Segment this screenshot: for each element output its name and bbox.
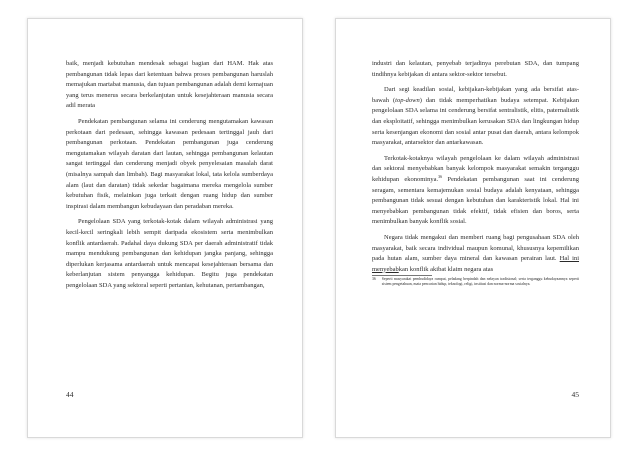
right-page-body	[372, 59, 579, 288]
footnote-reference: 36	[438, 173, 443, 179]
left-page-number: 44	[66, 390, 74, 399]
footnote	[372, 277, 579, 287]
footnote-divider	[372, 275, 432, 276]
left-page-body	[66, 59, 273, 291]
right-paragraph-1: industri dan kelautan, penyebab terjadinya perebutan SDA, dan tumpang tindihnya kebijakan di antara sektor-sektor tersebut.	[372, 60, 579, 78]
underlined-text: Hal ini menyebab	[372, 255, 580, 273]
right-paragraph-3-start: Terkotak-kotaknya wilayah pengelolaan ke dalam wilayah administrasi dan sektoral menyebabkan banyak kelompok masyarakat semakin terganggu kehidupan ekonominya.	[372, 154, 579, 183]
italic-term: top-down	[395, 96, 420, 104]
right-paragraph-4	[372, 233, 579, 275]
footnote-number: 36	[372, 277, 376, 282]
left-paragraph-2: Pendekatan pembangunan selama ini cenderung mengutamakan kawasan perkotaan dari pedesaan, sehingga kawasan pedesaan tertinggal jauh dari pembangunan perkotaan. Pendekatan pembangunan juga cenderung mengutamakan wilayah daratan dari lautan, sehingga pembangunan kelautan sangat tertinggal dan cenderung menjadi obyek penyelesaian masalah darat (misalnya sampah dan limbah). Bagi masyarakat lokal, tata kelola sumberdaya alam (laut dan daratan) tidak sekedar bagaimana mereka mengelola sumber kebutuhan fisik, melainkan juga terkait dengan ruang hidup dan sumber inspirasi dalam membangun kebudayaan dan peradaban mereka.	[66, 117, 273, 210]
footnote-text: Seperti masyarakat pembudidaya rumput, peladang berpindah dan nelayan tradisional; serta terganggu kebudayaannya seperti sistem pengetahuan, mata pencarian hidup, teknologi, religi, institusi dan norma-norma sosialnya.	[381, 277, 579, 287]
right-paragraph-2-end: ) dan tidak memperhatikan budaya setempat. Kebijakan pengelolaan SDA selama ini cenderung bersifat sentralistik, elitis, paternalistik dan eksploitatif, sehingga menimbulkan kerusakan SDA dan lingkungan hidup serta kesenjangan ekonomi dan sosial antar pusat dan daerah, antara kelompok masyarakat, antarsektor dan antarkawasan.	[372, 96, 579, 147]
right-page	[335, 18, 611, 438]
right-paragraph-2-start: Dari segi keadilan sosial, kebijakan-kebijakan yang ada bersifat atas-bawah (	[372, 86, 579, 104]
right-paragraph-4-tail: kan konflik akibat klaim negara atas	[398, 265, 494, 273]
right-paragraph-4-main: Negara tidak mengakui dan memberi ruang bagi pengusahaan SDA oleh masyarakat, baik secara individual maupun komunal, khususnya kepemilikan pada hutan alam, sumber daya mineral dan kawasan perairan laut.	[372, 233, 579, 263]
right-paragraph-3-end: Pendekatan pembangunan saat ini cenderung seragam, sementara kemajemukan sosial budaya adalah kenyataan, sehingga pembangunan tidak sesuai dengan kebutuhan dan karakteristik lokal. Hal ini menyebabkan pembangunan tidak efektif, tidak efisien dan boros, serta menimbulkan banyak konflik sosial.	[372, 175, 579, 226]
right-page-number: 45	[571, 390, 579, 399]
right-paragraph-3	[372, 154, 579, 228]
left-paragraph-1: baik, menjadi kebutuhan mendesak sebagai bagian dari HAM. Hak atas pembangunan tidak lepas dari ketentuan bahwa proses pembangunan haruslah memajukan martabat manusia, dan tujuan pembangunan adalah demi kemajuan yang terus menerus secara berkelanjutan untuk kesejahteraan manusia secara adil merata	[66, 60, 273, 110]
left-paragraph-3: Pengelolaan SDA yang terkotak-kotak dalam wilayah administrasi yang kecil-kecil seringkali lebih sempit daripada ekosistem serta menimbulkan konflik antardaerah. Padahal daya dukung SDA per daerah administratif tidak mampu mendukung pembangunan dan kehidupan jangka panjang, sehingga diperlukan kerjasama antardaerah untuk mencapai kesejahteraan bersama dan keberlanjutan sistem penyangga kehidupan. Begitu juga pendekatan pengelolaan SDA yang sektoral seperti pertanian, kehutanan, pertambangan,	[66, 218, 273, 289]
right-paragraph-2	[372, 85, 579, 149]
left-page	[27, 18, 303, 438]
